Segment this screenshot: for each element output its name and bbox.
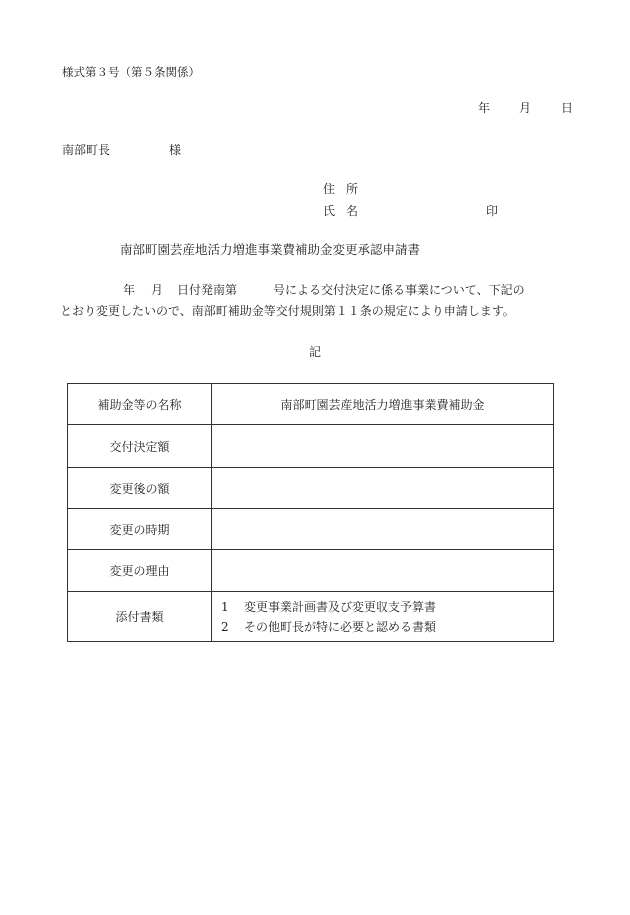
body-line-2: とおり変更したいので、南部町補助金等交付規則第１１条の規定により申請します。 bbox=[60, 304, 515, 318]
attachments-label: 添付書類 bbox=[68, 592, 212, 642]
table-row-value bbox=[212, 468, 554, 509]
table-row-value bbox=[212, 425, 554, 468]
table-row-label: 補助金等の名称 bbox=[68, 384, 212, 425]
table-row bbox=[68, 509, 554, 550]
body-line-1 bbox=[123, 284, 525, 296]
table-row-value bbox=[212, 550, 554, 592]
attachment-item bbox=[221, 597, 553, 617]
document-title: 南部町園芸産地活力増進事業費補助金変更承認申請書 bbox=[120, 242, 421, 257]
items-table bbox=[67, 383, 554, 642]
body-line-1-rest: 号による交付決定に係る事業について、下記の bbox=[273, 283, 525, 297]
table-row-label: 変更の理由 bbox=[68, 550, 212, 592]
table-row-label: 変更後の額 bbox=[68, 468, 212, 509]
attachment-text: 変更事業計画書及び変更収支予算書 bbox=[244, 599, 437, 614]
form-number: 様式第３号（第５条関係） bbox=[62, 65, 200, 79]
applicant-name-label: 氏名 bbox=[323, 204, 370, 218]
body-month: 月 bbox=[151, 283, 164, 297]
addressee-name: 南部町長 bbox=[62, 143, 111, 157]
date-day-label: 日 bbox=[561, 101, 574, 115]
table-row bbox=[68, 592, 554, 642]
attachment-number: 1 bbox=[221, 599, 229, 614]
table-row-value: 南部町園芸産地活力増進事業費補助金 bbox=[212, 384, 554, 425]
addressee-honorific: 様 bbox=[169, 143, 182, 157]
table-row bbox=[68, 384, 554, 425]
attachments-list bbox=[212, 592, 554, 642]
attachment-number: 2 bbox=[221, 619, 229, 634]
table-row-label: 変更の時期 bbox=[68, 509, 212, 550]
date-month-label: 月 bbox=[519, 101, 532, 115]
ki-heading: 記 bbox=[309, 345, 322, 359]
attachment-text: その他町長が特に必要と認める書類 bbox=[244, 619, 437, 634]
date-year-label: 年 bbox=[478, 101, 491, 115]
body-year: 年 bbox=[123, 283, 136, 297]
table-row bbox=[68, 468, 554, 509]
table-row-value bbox=[212, 509, 554, 550]
table-row bbox=[68, 425, 554, 468]
applicant-address-label: 住所 bbox=[323, 182, 370, 196]
applicant-seal-label: 印 bbox=[486, 204, 499, 218]
attachment-item bbox=[221, 617, 553, 637]
body-date-issue: 日付発南第 bbox=[177, 283, 238, 297]
table-row bbox=[68, 550, 554, 592]
table-row-label: 交付決定額 bbox=[68, 425, 212, 468]
